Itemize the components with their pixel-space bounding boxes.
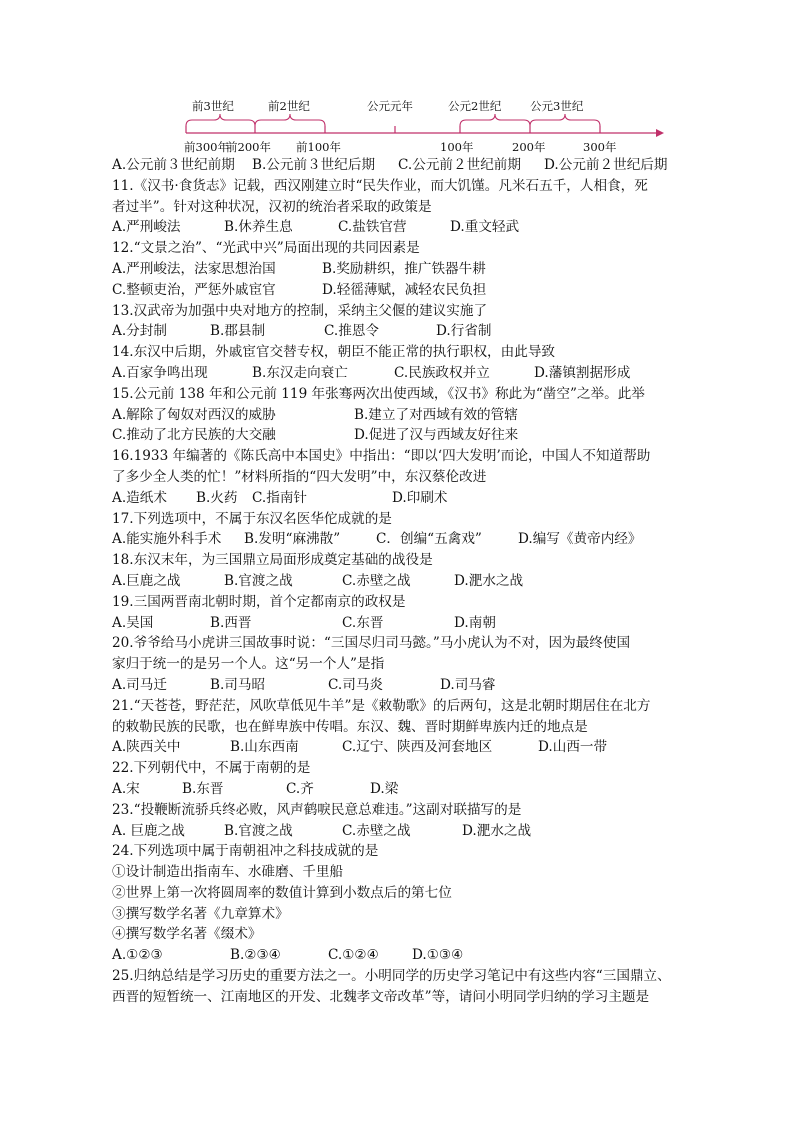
q23-option-b[interactable]: B.官渡之战 — [224, 822, 293, 839]
timeline-label-300bc: 前300年 — [184, 140, 229, 154]
q19-option-b[interactable]: B.西晋 — [210, 614, 252, 631]
q16-stem-line2: 了多少全人类的忙！”材料所指的“四大发明”中，东汉蔡伦改进 — [112, 468, 487, 485]
brace-3rd-century-ad — [530, 114, 600, 126]
q19-option-d[interactable]: D.南朝 — [454, 614, 496, 631]
q14-option-b[interactable]: B.东汉走向衰亡 — [252, 364, 348, 381]
q14-stem: 14.东汉中后期，外戚宦官交替专权，朝臣不能正常的执行职权，由此导致 — [112, 344, 556, 361]
q16-stem-line1: 16.1933 年编著的《陈氏高中本国史》中指出：“即以‘四大发明’而论，中国人不知道帮助 — [112, 448, 651, 465]
q10-option-c[interactable]: C.公元前２世纪前期 — [398, 157, 521, 173]
brace-3rd-century-bc — [186, 114, 255, 126]
q20-option-d[interactable]: D.司马睿 — [440, 676, 496, 693]
q12-option-a[interactable]: A.严刑峻法，法家思想治国 — [112, 260, 276, 277]
brace-2nd-century-ad — [460, 114, 530, 126]
q16-option-b[interactable]: B.火药 — [196, 489, 238, 506]
q19-option-a[interactable]: A.吴国 — [112, 614, 154, 631]
timeline-label-year-1: 公元元年 — [367, 99, 413, 113]
q11-options — [112, 217, 692, 238]
q11-option-c[interactable]: C.盐铁官营 — [338, 219, 407, 236]
q10-option-b[interactable]: B.公元前３世纪后期 — [252, 157, 376, 173]
q14-options — [112, 363, 692, 384]
q17-option-d[interactable]: D.编写《黄帝内经》 — [518, 531, 642, 548]
q15-stem: 15.公元前 138 年和公元前 119 年张骞两次出使西域，《汉书》称此为“凿空”之举。此举 — [112, 385, 645, 402]
q16-option-d[interactable]: D.印刷术 — [392, 489, 448, 506]
q21-option-c[interactable]: C.辽宁、陕西及河套地区 — [342, 739, 493, 756]
q18-option-b[interactable]: B.官渡之战 — [224, 572, 293, 589]
q10-options — [112, 155, 692, 176]
q21-stem-line1: 21.“天苍苍，野茫茫，风吹草低见牛羊”是《敕勒歌》的后两句，这是北朝时期居住在北方 — [112, 697, 651, 714]
q18-stem: 18.东汉末年，为三国鼎立局面形成奠定基础的战役是 — [112, 552, 433, 569]
q20-stem-line2: 家归于统一的是另一个人。这“另一个人”是指 — [112, 656, 385, 673]
timeline-label-100ad: 100年 — [440, 140, 474, 154]
timeline-label-200bc: 前200年 — [226, 140, 271, 154]
q24-item-1: ①设计制造出指南车、水碓磨、千里船 — [112, 864, 344, 881]
q10-option-d[interactable]: D.公元前２世纪后期 — [544, 157, 668, 173]
brace-2nd-century-bc — [255, 114, 325, 126]
q12-option-d[interactable]: D.轻徭薄赋，减轻农民负担 — [322, 281, 487, 298]
q24-option-b[interactable]: B.②③④ — [230, 947, 281, 964]
q24-option-a[interactable]: A.①②③ — [112, 947, 163, 964]
q17-option-a[interactable]: A.能实施外科手术 — [112, 531, 222, 548]
q22-option-d[interactable]: D.梁 — [370, 780, 399, 797]
q23-option-c[interactable]: C.赤壁之战 — [342, 822, 411, 839]
q13-option-d[interactable]: D.行省制 — [436, 323, 492, 340]
q17-option-c[interactable]: C．创编“五禽戏” — [376, 531, 482, 548]
q16-option-c[interactable]: C.指南针 — [252, 489, 308, 506]
q14-option-c[interactable]: C.民族政权并立 — [394, 364, 490, 381]
q11-option-d[interactable]: D.重文轻武 — [450, 219, 520, 236]
q17-stem: 17.下列选项中，不属于东汉名医华佗成就的是 — [112, 510, 392, 527]
q15-option-a[interactable]: A.解除了匈奴对西汉的威胁 — [112, 406, 276, 423]
q18-option-d[interactable]: D.淝水之战 — [454, 572, 524, 589]
q19-options — [112, 613, 692, 634]
q23-stem: 23.“投鞭断流骄兵终必败，风声鹤唳民意总难违。”这副对联描写的是 — [112, 801, 522, 818]
q20-stem-line1: 20.爷爷给马小虎讲三国故事时说：“三国尽归司马懿。”马小虎认为不对，因为最终使国 — [112, 635, 631, 652]
q22-stem: 22.下列朝代中，不属于南朝的是 — [112, 760, 311, 777]
q11-stem-line2: 者过半”。针对这种状况，汉初的统治者采取的政策是 — [112, 198, 432, 215]
q13-options — [112, 321, 692, 342]
q21-option-b[interactable]: B.山东西南 — [230, 739, 299, 756]
q23-option-a[interactable]: A. 巨鹿之战 — [112, 822, 185, 839]
q13-stem: 13.汉武帝为加强中央对地方的控制，采纳主父偃的建议实施了 — [112, 302, 488, 319]
q24-option-d[interactable]: D.①③④ — [412, 947, 464, 964]
q10-option-a[interactable]: A.公元前３世纪前期 — [112, 157, 235, 173]
q19-stem: 19.三国两晋南北朝时期，首个定都南京的政权是 — [112, 593, 406, 610]
timeline-label-200ad: 200年 — [512, 140, 546, 154]
question-list — [112, 155, 692, 1008]
q22-options — [112, 779, 692, 800]
q19-option-c[interactable]: C.东晋 — [342, 614, 384, 631]
q18-option-c[interactable]: C.赤壁之战 — [342, 572, 411, 589]
q24-option-c[interactable]: C.①②④ — [328, 947, 379, 964]
q18-options — [112, 571, 692, 592]
timeline-label-100bc: 前100年 — [296, 140, 341, 154]
q13-option-a[interactable]: A.分封制 — [112, 323, 167, 340]
q17-option-b[interactable]: B.发明“麻沸散” — [244, 531, 341, 548]
q15-option-b[interactable]: B.建立了对西域有效的管辖 — [354, 406, 518, 423]
q23-options — [112, 821, 692, 842]
q16-options — [112, 488, 692, 509]
timeline-label-3rd-century-bc: 前3世纪 — [192, 99, 234, 113]
q15-options-row2 — [112, 425, 692, 446]
q21-stem-line2: 的敕勒民族的民歌，也在鲜卑族中传唱。东汉、魏、晋时期鲜卑族内迁的地点是 — [112, 718, 588, 735]
q22-option-a[interactable]: A.宋 — [112, 780, 140, 797]
q15-option-d[interactable]: D.促进了汉与西域友好往来 — [354, 427, 519, 444]
q21-options — [112, 737, 692, 758]
timeline-label-2nd-century-bc: 前2世纪 — [268, 99, 310, 113]
q20-option-c[interactable]: C.司马炎 — [328, 676, 384, 693]
q12-option-b[interactable]: B.奖励耕织，推广铁器牛耕 — [322, 260, 486, 277]
timeline-arrowhead — [656, 129, 664, 137]
q24-stem: 24.下列选项中属于南朝祖冲之科技成就的是 — [112, 843, 379, 860]
q24-options — [112, 945, 692, 966]
q22-option-b[interactable]: B.东晋 — [182, 780, 224, 797]
q13-option-c[interactable]: C.推恩令 — [324, 323, 380, 340]
q12-options-row1 — [112, 259, 692, 280]
q14-option-d[interactable]: D.藩镇割据形成 — [534, 364, 631, 381]
q21-option-a[interactable]: A.陕西关中 — [112, 739, 181, 756]
q15-options-row1 — [112, 405, 692, 426]
q24-item-3: ③撰写数学名著《九章算术》 — [112, 905, 289, 922]
q20-option-a[interactable]: A.司马迁 — [112, 676, 167, 693]
q14-option-a[interactable]: A.百家争鸣出现 — [112, 364, 208, 381]
q11-stem-line1: 11.《汉书·食货志》记载，西汉刚建立时“民失作业，而大饥馑。凡米石五千，人相食，死 — [112, 177, 648, 194]
timeline-figure — [112, 96, 672, 156]
q11-option-b[interactable]: B.休养生息 — [224, 219, 293, 236]
q22-option-c[interactable]: C.齐 — [286, 780, 314, 797]
q25-stem-line2: 西晋的短暂统一、江南地区的开发、北魏孝文帝改革”等，请问小明同学归纳的学习主题是 — [112, 988, 650, 1005]
q20-options — [112, 675, 692, 696]
timeline-label-2nd-century-ad: 公元2世纪 — [448, 99, 502, 113]
q12-stem: 12.“文景之治”、“光武中兴”局面出现的共同因素是 — [112, 240, 420, 257]
q16-option-a[interactable]: A.造纸术 — [112, 489, 167, 506]
timeline-label-3rd-century-ad: 公元3世纪 — [530, 99, 584, 113]
q21-option-d[interactable]: D.山西一带 — [538, 739, 608, 756]
q12-options-row2 — [112, 280, 692, 301]
q20-option-b[interactable]: B.司马昭 — [210, 676, 266, 693]
q11-option-a[interactable]: A.严刑峻法 — [112, 219, 181, 236]
q12-option-c[interactable]: C.整顿吏治，严惩外戚宦官 — [112, 281, 276, 298]
timeline-label-300ad: 300年 — [583, 140, 617, 154]
q23-option-d[interactable]: D.淝水之战 — [462, 822, 532, 839]
q24-item-4: ④撰写数学名著《缀术》 — [112, 926, 262, 943]
q17-options — [112, 529, 692, 550]
q25-stem-line1: 25.归纳总结是学习历史的重要方法之一。小明同学的历史学习笔记中有这些内容“三国鼎立、 — [112, 968, 671, 985]
q13-option-b[interactable]: B.郡县制 — [210, 323, 266, 340]
q24-item-2: ②世界上第一次将圆周率的数值计算到小数点后的第七位 — [112, 884, 452, 901]
q15-option-c[interactable]: C.推动了北方民族的大交融 — [112, 427, 276, 444]
q18-option-a[interactable]: A.巨鹿之战 — [112, 572, 181, 589]
